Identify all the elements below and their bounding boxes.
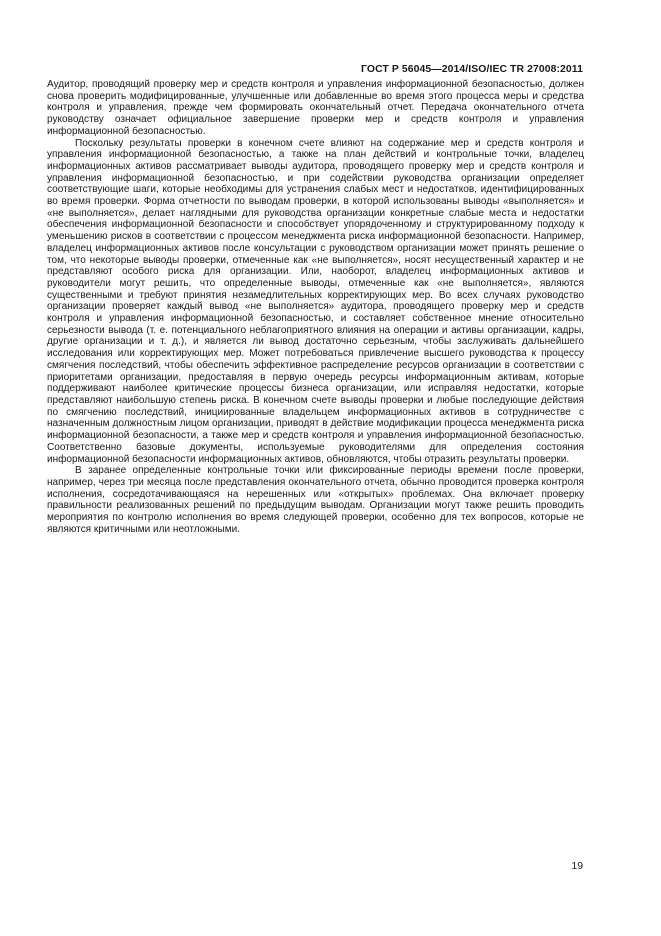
standard-header: ГОСТ Р 56045—2014/ISO/IEC TR 27008:2011 (361, 64, 583, 75)
page-number: 19 (571, 861, 583, 872)
paragraph-follow-up-check: В заранее определенные контрольные точки или фиксированные периоды времени после проверки, например, через три месяца после представления окончательного отчета, обычно проводится проверка контроля исполнения, сосредотачивающаяся на нерешенных или «открытых» проблемах. Она включает проверку правильности реализованных решений по предыдущим выводам. Организации могут также решить проводить мероприятия по контролю исполнения во время следующей проверки, особенно для тех вопросов, которые не являются критичными или неотложными. (47, 465, 584, 535)
paragraph-audit-recheck: Аудитор, проводящий проверку мер и средств контроля и управления информационной безопасностью, должен снова проверить модифицированные, улучшенные или добавленные во время этого процесса меры и средства контроля и управления, прежде чем формировать окончательный отчет. Передача окончательного отчета руководству означает официальное завершение проверки мер и средств контроля и управления информационной безопасностью. (47, 79, 584, 137)
body-text (47, 79, 584, 535)
paragraph-results-impact: Поскольку результаты проверки в конечном счете влияют на содержание мер и средств контроля и управления информационной безопасностью, а также на план действий и контрольные точки, владелец информационных активов рассматривает выводы аудитора, проводящего проверку мер и средств контроля и управления информационной безопасностью, и при содействии руководства организации определяет соответствующие шаги, которые необходимы для устранения слабых мест и недостатков, идентифицированных во время проверки. Форма отчетности по выводам проверки, в которой использованы выводы «выполняется» и «не выполняется», делает наглядными для руководства организации конкретные слабые места и недостатки обеспечения информационной безопасности и способствует упорядоченному и структурированному подходу к уменьшению рисков в соответствии с процессом менеджмента риска информационной безопасности. Например, владелец информационных активов после консультации с руководством организации может принять решение о том, что некоторые выводы проверки, отмеченные как «не выполняется», носят несущественный характер и не представляют особого риска для организации. Или, наоборот, владелец информационных активов и руководители могут решить, что определенные выводы, отмеченные как «не выполняется», являются существенными и требуют принятия незамедлительных корректирующих мер. Во всех случаях руководство организации проверяет каждый вывод «не выполняется» аудитора, проводящего проверку мер и средств контроля и управления информационной безопасностью, и составляет собственное мнение относительно серьезности вывода (т. е. потенциального неблагоприятного влияния на операции и активы организации, кадры, другие организации и т. д.), и является ли вывод достаточно серьезным, чтобы заслуживать дальнейшего исследования или корректирующих мер. Может потребоваться привлечение высшего руководства к процессу смягчения последствий, чтобы обеспечить эффективное распределение ресурсов организации в соответствии с приоритетами организации, предоставляя в первую очередь ресурсы информационным активам, которые поддерживают наиболее критические процессы бизнеса организации, или исправляя недостатки, которые представляют наибольшую степень риска. В конечном счете выводы проверки и любые последующие действия по смягчению последствий, инициированные владельцем информационных активов в сотрудничестве с назначенным должностным лицом организации, приводят в действие модификации процесса менеджмента риска информационной безопасности, а также мер и средств контроля и управления информационной безопасностью. Соответственно базовые документы, используемые руководителями для определения состояния информационной безопасности информационных активов, обновляются, чтобы отразить результаты проверки. (47, 137, 584, 465)
